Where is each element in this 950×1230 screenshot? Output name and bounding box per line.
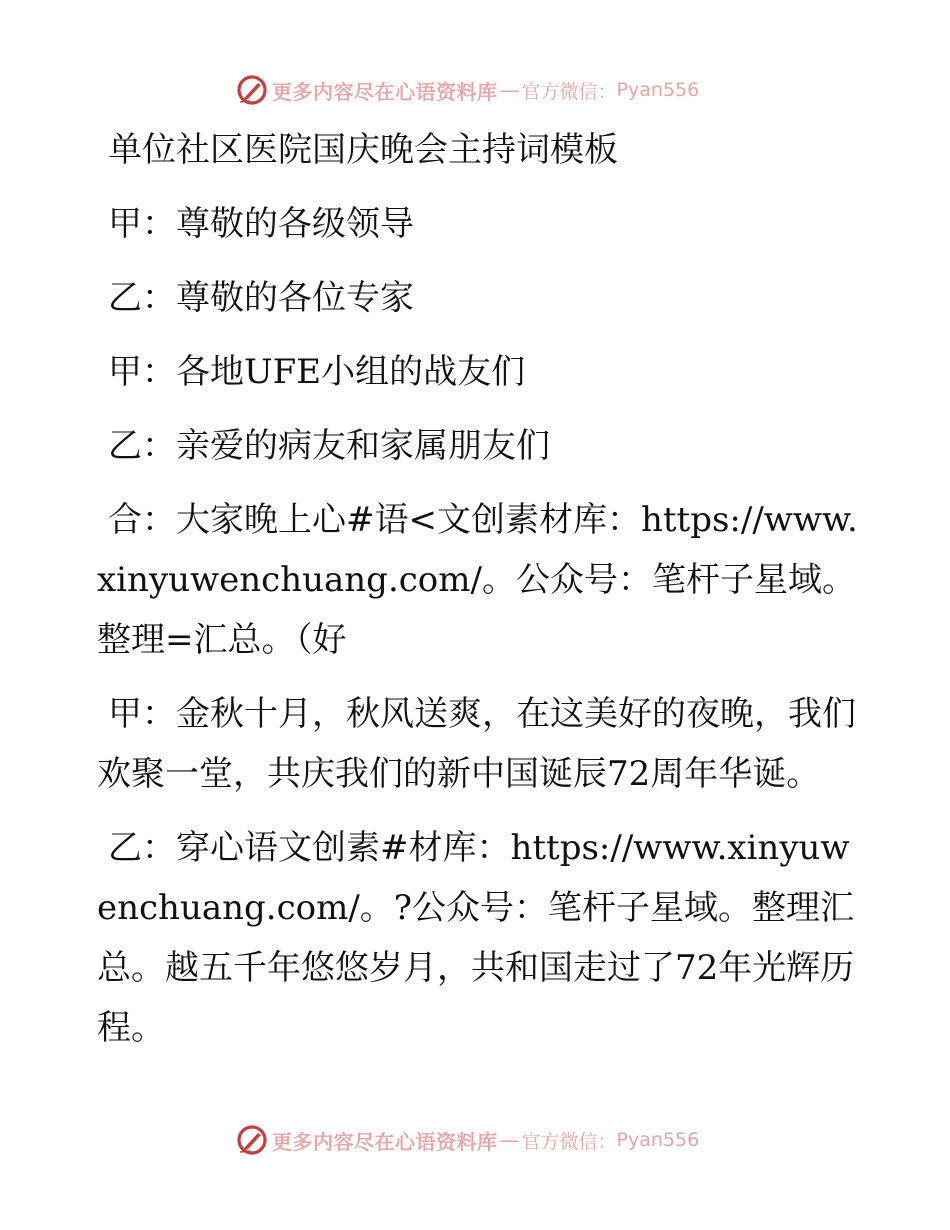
banner-dash: —	[499, 78, 520, 102]
quill-pen-circle-icon	[236, 74, 268, 106]
banner-wechat-label: 官方微信：	[521, 1130, 617, 1153]
paragraph: 乙：穿心语文创素#材库：https://www.xinyuwenchuang.com/。?公众号：笔杆子星域。整理汇总。越五千年悠悠岁月，共和国走过了72年光辉历程。	[97, 828, 855, 1048]
paragraph: 乙：亲爱的病友和家属朋友们	[108, 426, 550, 466]
footer-banner	[236, 1123, 699, 1157]
banner-text: 更多内容尽在心语资料库	[272, 79, 498, 104]
banner-wechat-label: 官方微信：	[521, 80, 617, 103]
banner-dash: —	[499, 1128, 520, 1152]
paragraph: 合：大家晚上心#语<文创素材库：https://www.xinyuwenchuang.com/。公众号：笔杆子星域。整理=汇总。（好	[97, 500, 858, 660]
banner-wechat-id: Pyan556	[616, 1129, 700, 1151]
paragraph: 甲：各地UFE小组的战友们	[108, 352, 526, 392]
quill-pen-circle-icon	[236, 1124, 268, 1156]
paragraph: 乙：尊敬的各位专家	[108, 278, 414, 318]
document-title: 单位社区医院国庆晚会主持词模板	[108, 130, 618, 170]
paragraph: 甲：尊敬的各级领导	[108, 204, 414, 244]
paragraph: 甲：金秋十月，秋风送爽，在这美好的夜晚，我们欢聚一堂，共庆我们的新中国诞辰72周年华诞。	[97, 694, 856, 794]
document-body	[97, 120, 867, 1072]
banner-text: 更多内容尽在心语资料库	[272, 1129, 498, 1154]
header-banner	[236, 73, 699, 107]
banner-wechat-id: Pyan556	[616, 79, 700, 101]
